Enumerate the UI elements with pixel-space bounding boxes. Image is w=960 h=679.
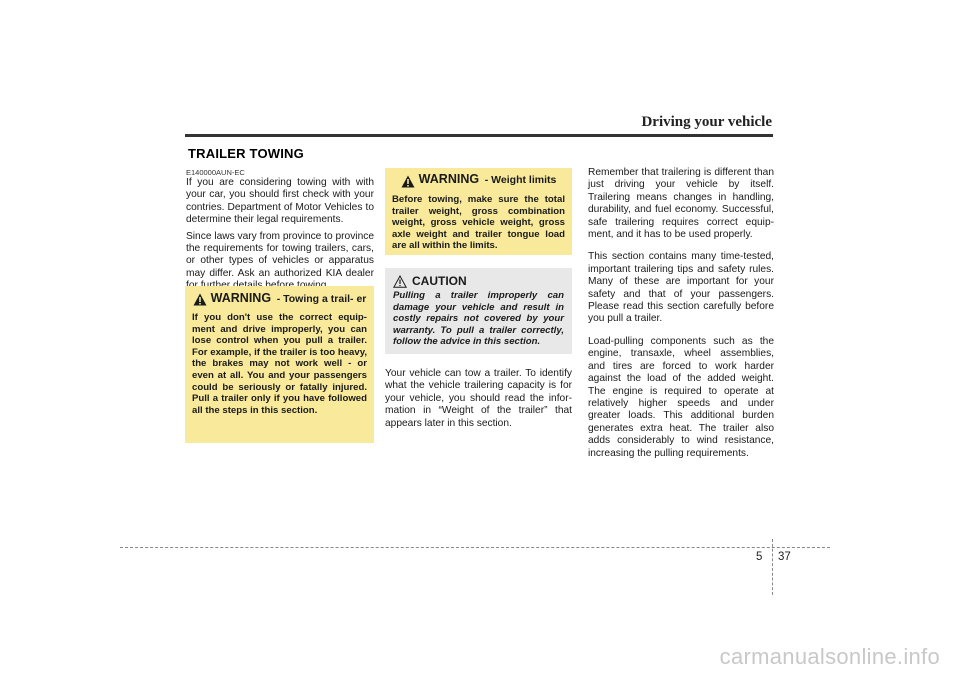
warning-header	[192, 292, 367, 306]
warning-body: Before towing, make sure the total trailer weight, gross combination weight, gross vehicle weight, gross axle weight and trailer tongue load are all within the limits.	[392, 194, 565, 252]
warning-subtitle: - Weight limits	[484, 174, 557, 186]
footer-rule	[120, 547, 830, 548]
warning-triangle-icon	[193, 293, 207, 306]
header-rule	[185, 134, 773, 137]
footer-divider	[772, 539, 773, 595]
paragraph: Your vehicle can tow a trailer. To identify what the vehicle trailering capacity is for your vehicle, you should read the infor- mation in “Weight of the trailer” that appears later in this section.	[385, 368, 572, 429]
header-title: Driving your vehicle	[641, 114, 772, 130]
caution-box	[385, 268, 572, 354]
section-title: TRAILER TOWING	[188, 146, 304, 161]
warning-weight-box	[385, 168, 572, 255]
paragraph: This section contains many time-tested, important trailering tips and safety rules. Many of these are important for your safety and that of your passengers. Please read this section carefully before you pull a trailer.	[588, 251, 774, 325]
watermark: carmanualsonline.info	[719, 644, 940, 669]
warning-label: WARNING	[210, 291, 272, 305]
column-1	[186, 177, 374, 297]
warning-header	[392, 174, 565, 188]
page-number: 37	[778, 551, 791, 563]
caution-header	[393, 275, 564, 288]
paragraph: Remember that trailering is different than just driving your vehicle by itself. Trailering means changes in handling, durability, and fuel economy. Successful, safe trailering requires correct equip- ment, and it has to be used properly.	[588, 167, 774, 241]
warning-label: WARNING	[418, 172, 480, 186]
column-2	[385, 368, 572, 434]
paragraph: If you are considering towing with with your car, you should first check with your contries. Department of Motor Vehicles to determine their legal requirements.	[186, 177, 374, 226]
paragraph: Load-pulling components such as the engine, transaxle, wheel assemblies, and tires are forced to work harder against the load of the added weight. The engine is required to operate at relatively higher speeds and under greater loads. This additional burden generates extra heat. The trailer also adds considerably to wind resistance, increasing the pulling requirements.	[588, 335, 774, 459]
section-code: E140000AUN-EC	[186, 168, 245, 177]
caution-label: CAUTION	[412, 273, 467, 288]
warning-towing-box	[185, 286, 374, 443]
paragraph: Since laws vary from province to province the requirements for towing trailers, cars, or other types of vehicles or apparatus may differ. Ask an authorized KIA dealer	[186, 230, 374, 279]
caution-triangle-icon	[393, 275, 407, 288]
warning-body: If you don't use the correct equip- ment and drive improperly, you can lose control when you pull a trailer. For example, if the trailer is too heavy, the brakes may not work well - or even at all. You and your passengers could be seriously or fatally injured. Pull a trailer only if you have followed all the steps in this section.	[192, 312, 367, 416]
warning-heading	[419, 174, 557, 187]
warning-heading	[211, 292, 367, 306]
warning-triangle-icon	[401, 175, 415, 188]
page-chapter: 5	[756, 551, 763, 563]
warning-subtitle: - Towing a trail- er	[276, 293, 367, 305]
caution-body: Pulling a trailer improperly can damage your vehicle and result in costly repairs not covered by your warranty. To pull a trailer correctly, follow the advice in this section.	[393, 290, 564, 348]
column-3	[588, 167, 774, 470]
